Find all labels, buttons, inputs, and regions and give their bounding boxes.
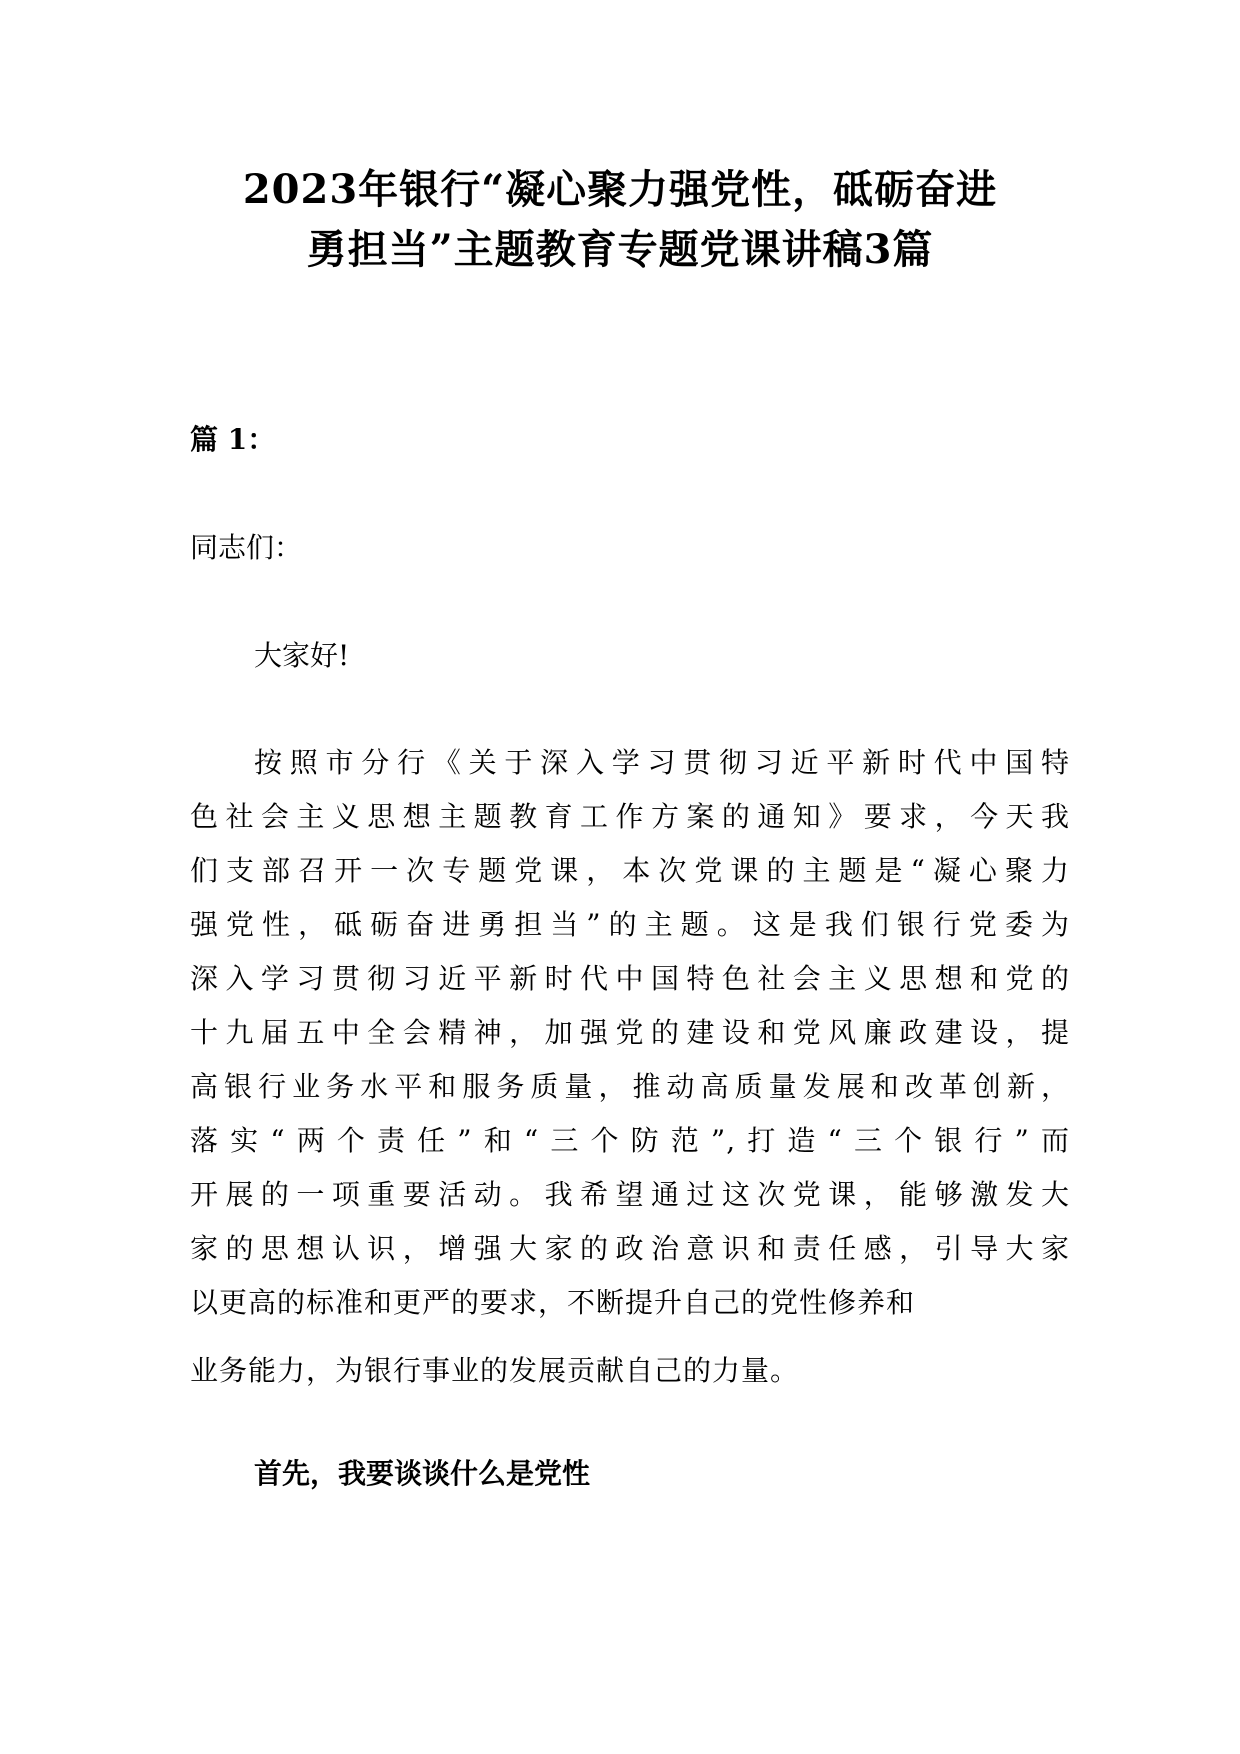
paragraph-line: 色社会主义思想主题教育工作方案的通知》要求，今天我 [190,800,1070,833]
paragraph-line: 深入学习贯彻习近平新时代中国特色社会主义思想和党的 [190,962,1070,995]
section-label: 篇 1： [190,423,276,456]
paragraph-line: 十九届五中全会精神，加强党的建设和党风廉政建设，提 [190,1016,1070,1049]
title-line-2: 勇担当”主题教育专题党课讲稿3篇 [306,226,934,273]
paragraph-line: 强党性，砥砺奋进勇担当”的主题。这是我们银行党委为 [190,908,1070,941]
paragraph-line: 们支部召开一次专题党课，本次党课的主题是“凝心聚力 [190,854,1070,887]
paragraph-line: 以更高的标准和更严的要求，不断提升自己的党性修养和 [190,1286,916,1319]
paragraph-line: 按照市分行《关于深入学习贯彻习近平新时代中国特 [254,746,1070,779]
salutation: 同志们： [190,531,303,564]
subheading: 首先，我要谈谈什么是党性 [254,1457,591,1490]
paragraph-line: 家的思想认识，增强大家的政治意识和责任感，引导大家 [190,1232,1070,1265]
paragraph-line: 业务能力，为银行事业的发展贡献自己的力量。 [190,1354,800,1387]
body-paragraph [190,736,1070,1398]
paragraph-line: 高银行业务水平和服务质量，推动高质量发展和改革创新， [190,1070,1070,1103]
paragraph-line: 落实“两个责任”和“三个防范”,打造“三个银行”而 [190,1124,1070,1157]
title-line-1: 2023年银行“凝心聚力强党性，砥砺奋进 [242,166,998,213]
paragraph-line: 开展的一项重要活动。我希望通过这次党课，能够激发大 [190,1178,1070,1211]
document-title [120,160,1120,280]
greeting: 大家好! [254,639,350,672]
